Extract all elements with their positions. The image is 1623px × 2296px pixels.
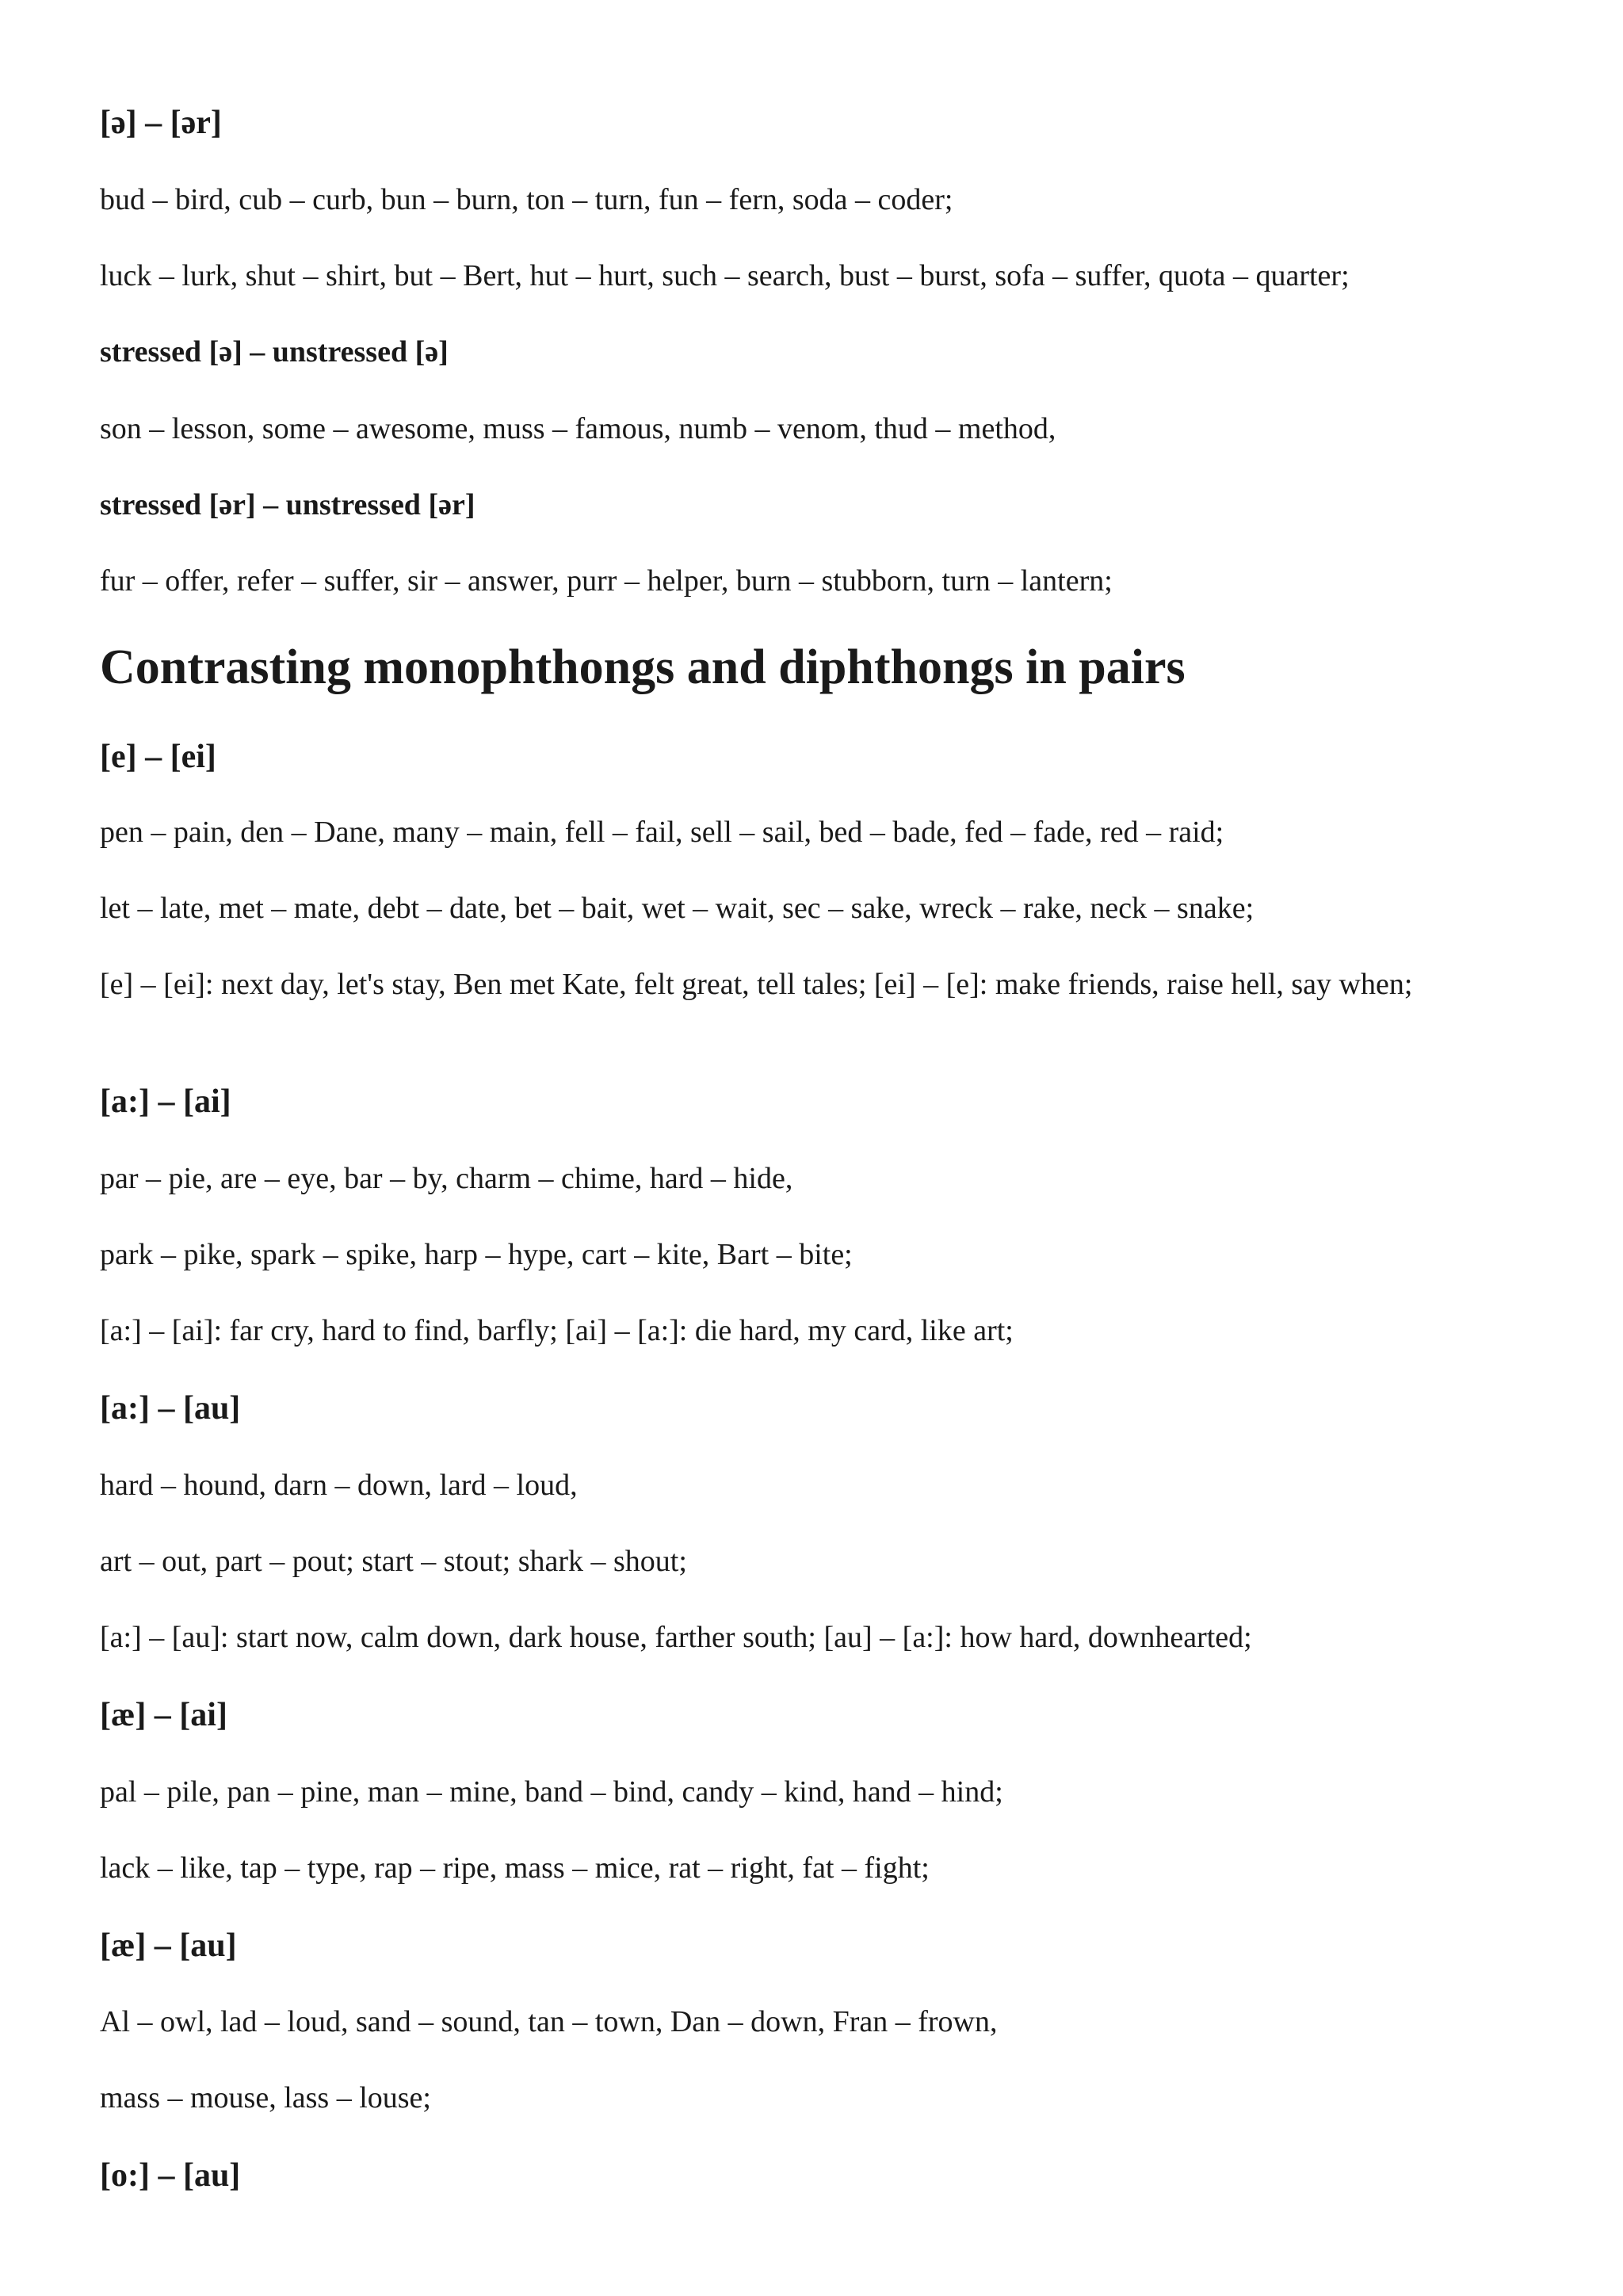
paragraph-line: [a:] – [au]: start now, calm down, dark house, farther south; [au] – [a:]: how hard, downhearted; — [100, 1621, 1252, 1654]
paragraph-line: fur – offer, refer – suffer, sir – answer, purr – helper, burn – stubborn, turn – lantern; — [100, 564, 1113, 598]
main-heading: Contrasting monophthongs and diphthongs in pairs — [100, 640, 1186, 694]
paragraph-line: son – lesson, some – awesome, muss – famous, numb – venom, thud – method, — [100, 412, 1056, 445]
paragraph-line: pal – pile, pan – pine, man – mine, band – bind, candy – kind, hand – hind; — [100, 1775, 1003, 1809]
section-heading-schwa: [ə] – [ər] — [100, 105, 222, 141]
section-heading-a-ai: [a:] – [ai] — [100, 1083, 231, 1120]
paragraph-line: [e] – [ei]: next day, let's stay, Ben met Kate, felt great, tell tales; [ei] – [e]: make friends, raise hell, say when; — [100, 968, 1413, 1001]
subheading-stressed-unstressed-schwa-r: stressed [ər] – unstressed [ər] — [100, 488, 475, 521]
section-heading-a-au: [a:] – [au] — [100, 1390, 241, 1427]
paragraph-line: bud – bird, cub – curb, bun – burn, ton – turn, fun – fern, soda – coder; — [100, 183, 953, 216]
paragraph-line: mass – mouse, lass – louse; — [100, 2081, 431, 2115]
paragraph-line: hard – hound, darn – down, lard – loud, — [100, 1469, 578, 1502]
paragraph-line: par – pie, are – eye, bar – by, charm – chime, hard – hide, — [100, 1162, 793, 1195]
section-heading-e-ei: [e] – [ei] — [100, 739, 216, 775]
paragraph-line: park – pike, spark – spike, harp – hype, cart – kite, Bart – bite; — [100, 1238, 853, 1271]
paragraph-line: art – out, part – pout; start – stout; shark – shout; — [100, 1545, 687, 1578]
paragraph-line: pen – pain, den – Dane, many – main, fell – fail, sell – sail, bed – bade, fed – fade, red – raid; — [100, 816, 1224, 849]
paragraph-line: [a:] – [ai]: far cry, hard to find, barfly; [ai] – [a:]: die hard, my card, like art; — [100, 1314, 1014, 1347]
section-heading-o-au: [o:] – [au] — [100, 2157, 241, 2194]
paragraph-line: let – late, met – mate, debt – date, bet – bait, wet – wait, sec – sake, wreck – rake, neck – snake; — [100, 892, 1254, 925]
section-heading-ae-au: [æ] – [au] — [100, 1927, 237, 1964]
section-heading-ae-ai: [æ] – [ai] — [100, 1697, 227, 1733]
subheading-stressed-unstressed-schwa: stressed [ə] – unstressed [ə] — [100, 335, 449, 369]
paragraph-line: luck – lurk, shut – shirt, but – Bert, hut – hurt, such – search, bust – burst, sofa – suffer, quota – quarter; — [100, 259, 1350, 292]
paragraph-line: lack – like, tap – type, rap – ripe, mass – mice, rat – right, fat – fight; — [100, 1851, 930, 1885]
paragraph-line: Al – owl, lad – loud, sand – sound, tan – town, Dan – down, Fran – frown, — [100, 2005, 998, 2038]
